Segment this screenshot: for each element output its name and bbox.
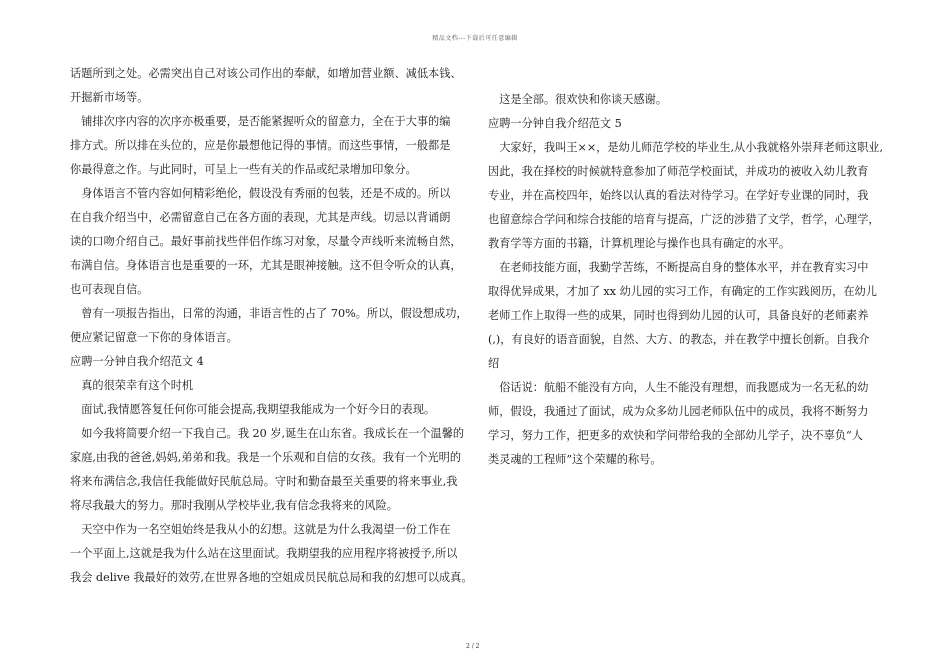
text-line: (,)，有良好的语音面貌，自然、大方、的教态，并在教学中擅长创新。自我介 xyxy=(488,333,870,346)
text-line: 我会 delive 我最好的效劳,在世界各地的空姐成员民航总局和我的幻想可以成真。 xyxy=(70,571,473,584)
right-column xyxy=(488,88,883,472)
text-line: 面试,我情愿答复任何你可能会提高,我期望我能成为一个好今日的表现。 xyxy=(70,403,436,416)
page-number: 2 / 2 xyxy=(466,643,480,650)
text-line: 应聘一分钟自我介绍范文 5 xyxy=(488,117,622,130)
text-line: 排方式。所以排在头位的，应是你最想他记得的事情。而这些事情，一般都是 xyxy=(70,139,451,152)
text-line: 大家好，我叫王××，是幼儿师范学校的毕业生,从小我就格外崇拜老师这职业, xyxy=(488,141,884,154)
text-line: 读的口吻介绍自己。最好事前找些伴侣作练习对象，尽量令声线听来流畅自然， xyxy=(70,235,462,248)
text-line: 你最得意之作。与此同时，可呈上一些有关的作品或纪录增加印象分。 xyxy=(70,163,417,176)
text-line: 这是全部。很欢快和你谈天感谢。 xyxy=(488,93,668,106)
text-line: 俗话说：航船不能没有方向，人生不能没有理想，而我愿成为一名无私的幼 xyxy=(488,381,869,394)
text-line: 师，假设，我通过了面试，成为众多幼儿园老师队伍中的成员，我将不断努力 xyxy=(488,405,869,418)
text-line: 铺排次序内容的次序亦极重要，是否能紧握听众的留意力，全在于大事的编 xyxy=(70,115,451,128)
text-line: 学习，努力工作，把更多的欢快和学问带给我的全部幼儿学子，决不辜负“人 xyxy=(488,429,863,442)
text-line: 绍 xyxy=(488,357,500,370)
left-column xyxy=(70,62,473,590)
text-line: 取得优异成果，才加了 xx 幼儿园的实习工作，有确定的工作实践阅历，在幼儿 xyxy=(488,285,877,298)
text-line: 天空中作为一名空姐始终是我从小的幻想。这就是为什么我渴望一份工作在 xyxy=(70,523,451,536)
text-line: 应聘一分钟自我介绍范文 4 xyxy=(70,355,204,368)
text-line: 将来布满信念,我信任我能做好民航总局。守时和勤奋最至关重要的将来事业,我 xyxy=(70,475,458,488)
text-line: 布满自信。身体语言也是重要的一环，尤其是眼神接触。这不但令听众的认真， xyxy=(70,259,462,272)
text-line: 话题所到之处。必需突出自己对该公司作出的奉献，如增加营业额、减低本钱、 xyxy=(70,67,462,80)
text-line: 也留意综合学问和综合技能的培育与提高，广泛的涉猎了文学，哲学，心理学， xyxy=(488,213,880,226)
text-line: 一个平面上,这就是我为什么站在这里面试。我期望我的应用程序将被授予,所以 xyxy=(70,547,458,560)
text-line: 类灵魂的工程师”这个荣耀的称号。 xyxy=(488,453,662,466)
text-line: 曾有一项报告指出，日常的沟通，非语言性的占了 70%。所以，假设想成功， xyxy=(70,307,468,320)
text-line: 在老师技能方面，我勤学苦练，不断提高自身的整体水平，并在教育实习中 xyxy=(488,261,869,274)
text-line: 便应紧记留意一下你的身体语言。 xyxy=(70,331,238,344)
text-line: 也可表现自信。 xyxy=(70,283,149,296)
text-line: 如今我将简要介绍一下我自己。我 20 岁,诞生在山东省。我成长在一个温馨的 xyxy=(70,427,465,440)
text-line: 老师工作上取得一些的成果，同时也得到幼儿园的认可，具备良好的老师素养 xyxy=(488,309,869,322)
text-line: 开掘新市场等。 xyxy=(70,91,149,104)
page-header: 精品文档---下载后可任意编辑 xyxy=(432,35,518,42)
text-line: 将尽我最大的努力。那时我刚从学校毕业,我有信念我将来的风险。 xyxy=(70,499,398,512)
text-line: 在自我介绍当中，必需留意自己在各方面的表现，尤其是声线。切忌以背诵朗 xyxy=(70,211,451,224)
text-line: 教育学等方面的书籍，计算机理论与操作也具有确定的水平。 xyxy=(488,237,791,250)
text-line: 真的很荣幸有这个时机 xyxy=(70,379,194,392)
text-line: 家庭,由我的爸爸,妈妈,弟弟和我。我是一个乐观和自信的女孩。我有一个光明的 xyxy=(70,451,462,464)
text-line: 专业，并在高校四年，始终以认真的看法对待学习。在学好专业课的同时，我 xyxy=(488,189,869,202)
text-line: 因此，我在择校的时候就特意参加了师范学校面试，并成功的被收入幼儿教育 xyxy=(488,165,869,178)
text-line: 身体语言不管内容如何精彩绝伦，假设没有秀丽的包装，还是不成的。所以 xyxy=(70,187,451,200)
